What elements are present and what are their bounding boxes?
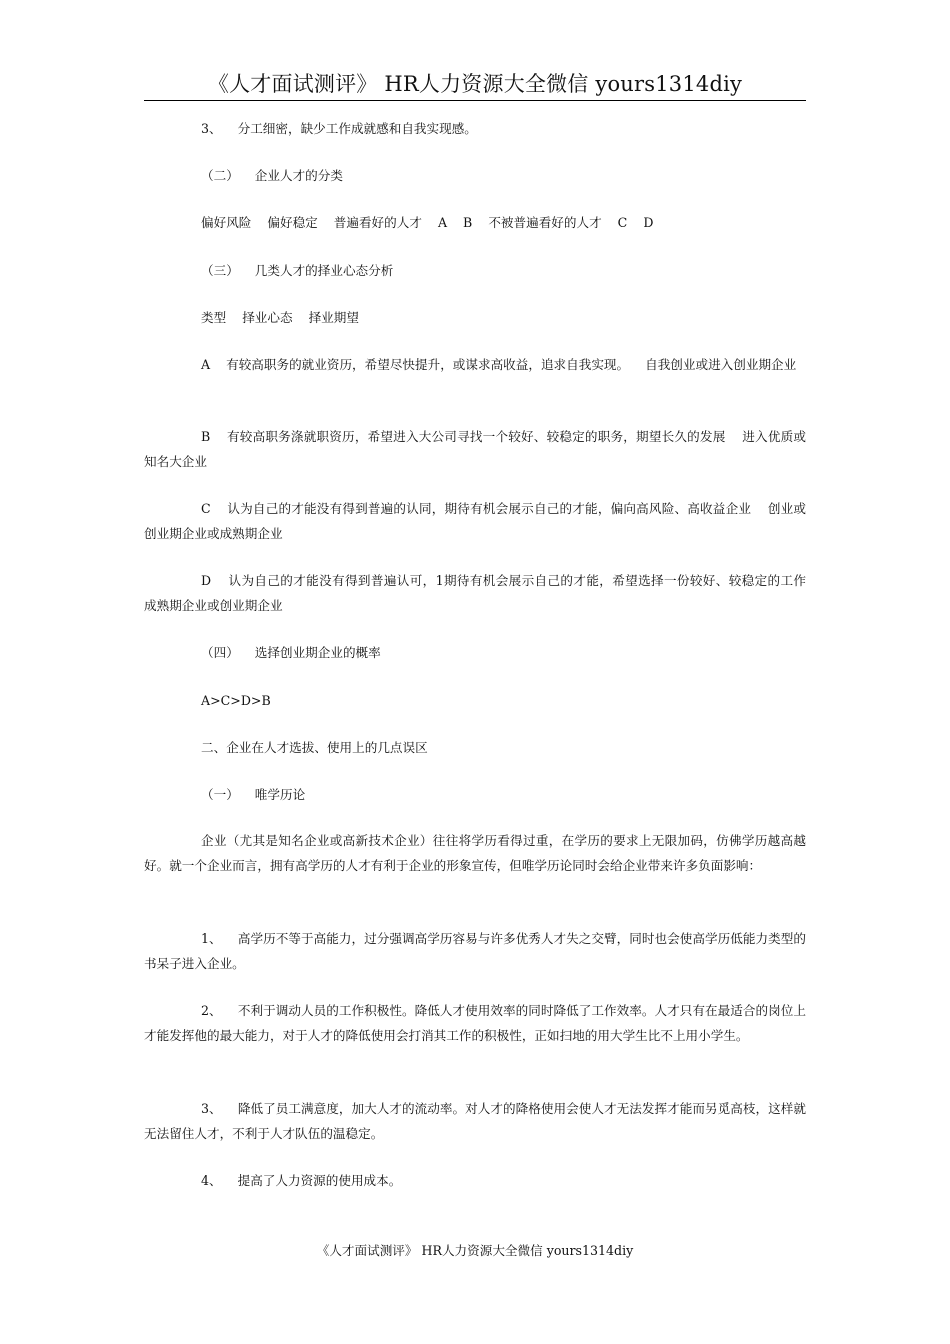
page-header: 《人才面试测评》 HR人力资源大全微信 yours1314diy	[144, 70, 806, 101]
section-heading: （四） 选择创业期企业的概率	[201, 645, 381, 660]
paragraph: D 认为自己的才能没有得到普遍认可，1期待有机会展示自己的才能，希望选择一份较好、较稳定的工作 成熟期企业或创业期企业	[144, 573, 823, 613]
paragraph: C 认为自己的才能没有得到普遍的认同，期待有机会展示自己的才能，偏向高风险、高收益企业 创业或创业期企业或成熟期企业	[144, 501, 806, 541]
paragraph: 1、 高学历不等于高能力，过分强调高学历容易与许多优秀人才失之交臂，同时也会使高学历低能力类型的书呆子进入企业。	[144, 931, 806, 971]
paragraph: 3、 分工细密，缺少工作成就感和自我实现感。	[201, 121, 477, 136]
paragraph: 企业（尤其是知名企业或高新技术企业）往往将学历看得过重，在学历的要求上无限加码，仿佛学历越高越好。就一个企业而言，拥有高学历的人才有利于企业的形象宣传，但唯学历论同时会给企业带来许多负面影响：	[144, 833, 806, 873]
section-heading: （三） 几类人才的择业心态分析	[201, 263, 394, 278]
section-heading: 二、企业在人才选拔、使用上的几点误区	[201, 740, 428, 755]
section-heading: （一） 唯学历论	[201, 787, 306, 802]
paragraph: A 有较高职务的就业资历，希望尽快提升，或谋求高收益，追求自我实现。 自我创业或进入创业期企业	[201, 357, 797, 372]
paragraph: 类型 择业心态 择业期望	[201, 310, 359, 325]
paragraph: 4、 提高了人力资源的使用成本。	[201, 1173, 402, 1188]
section-heading: （二） 企业人才的分类	[201, 168, 343, 183]
paragraph: 3、 降低了员工满意度，加大人才的流动率。对人才的降格使用会使人才无法发挥才能而另觅高枝，这样就无法留住人才，不利于人才队伍的温稳定。	[144, 1101, 806, 1141]
paragraph: A>C>D>B	[201, 693, 271, 708]
paragraph: 2、 不利于调动人员的工作积极性。降低人才使用效率的同时降低了工作效率。人才只有在最适合的岗位上才能发挥他的最大能力，对于人才的降低使用会打消其工作的积极性，正如扫地的用大学生比不上用小学生。	[144, 1003, 806, 1043]
paragraph: 偏好风险 偏好稳定 普遍看好的人才 A B 不被普遍看好的人才 C D	[201, 215, 654, 230]
paragraph: B 有较高职务涤就职资历，希望进入大公司寻找一个较好、较稳定的职务，期望长久的发展 进入优质或知名大企业	[144, 429, 806, 469]
page-footer: 《人才面试测评》 HR人力资源大全微信 yours1314diy	[316, 1243, 634, 1258]
